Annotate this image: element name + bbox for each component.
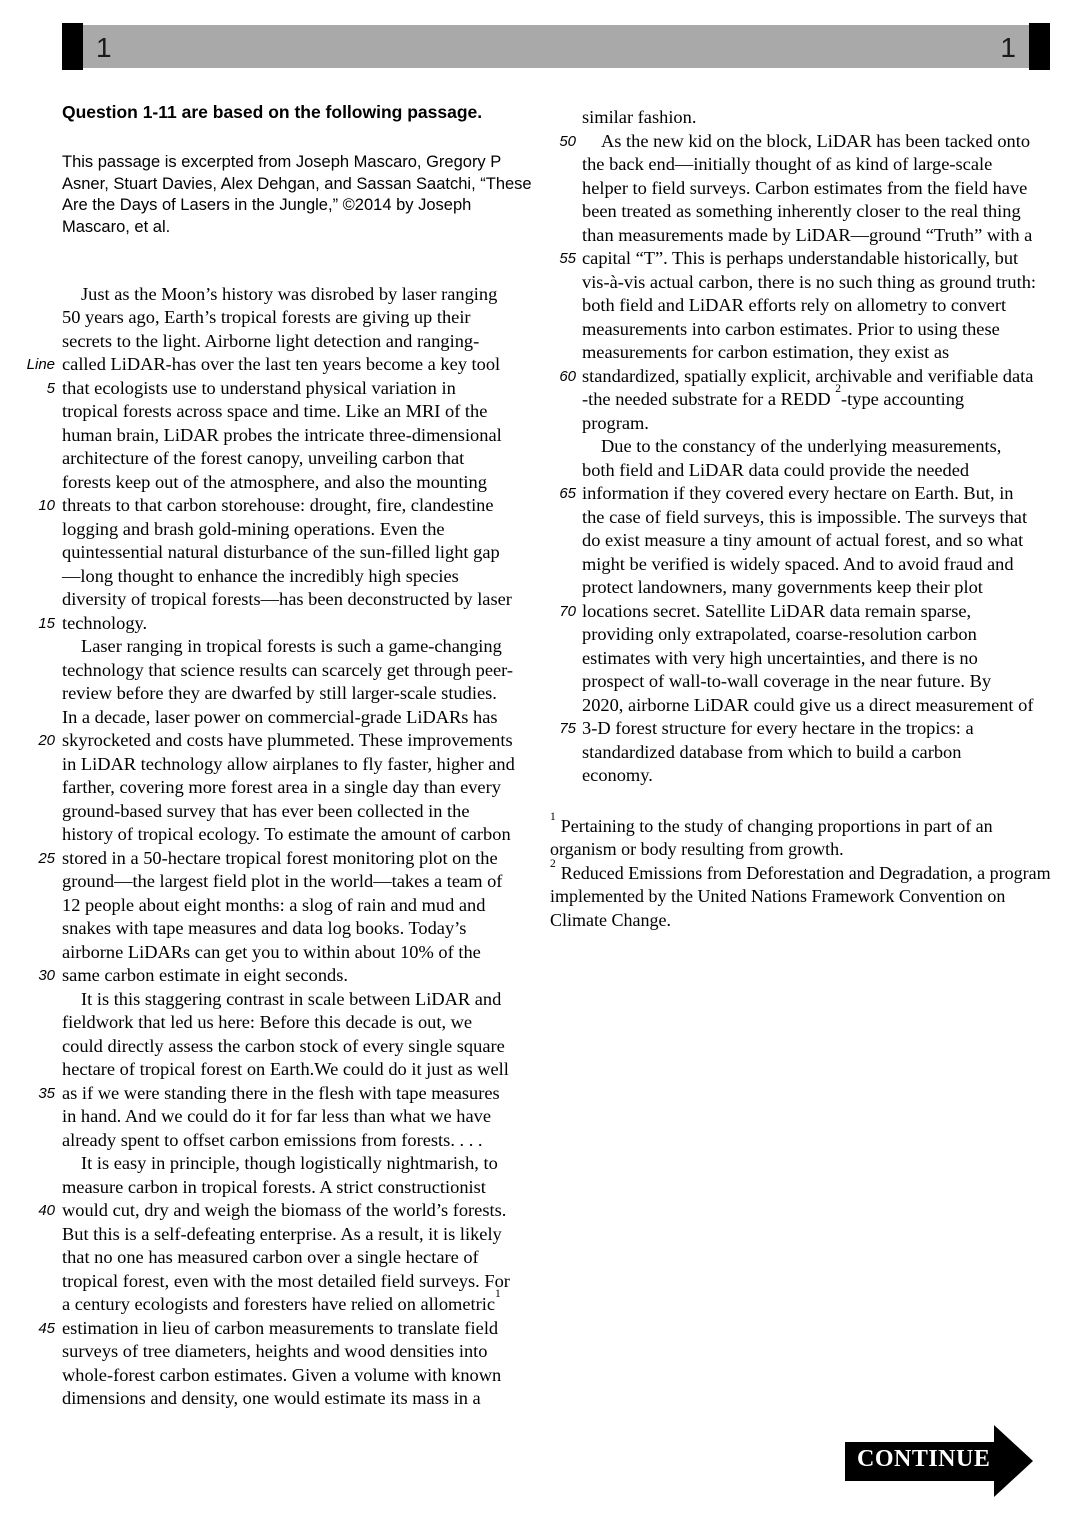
line-text: logging and brash gold-mining operations. Even the bbox=[62, 518, 445, 539]
line-text: protect landowners, many governments keep their plot bbox=[582, 577, 983, 597]
continue-arrow bbox=[845, 1425, 1033, 1497]
line-number bbox=[550, 741, 576, 765]
line-text: ground—the largest field plot in the world—takes a team of bbox=[62, 871, 503, 892]
line-text: the back end—initially thought of as kind of large-scale bbox=[582, 154, 993, 174]
line-number bbox=[24, 659, 55, 683]
passage-line bbox=[550, 106, 1080, 130]
line-number bbox=[24, 1246, 55, 1270]
passage-line bbox=[24, 823, 554, 847]
line-number: 30 bbox=[38, 967, 55, 985]
line-number bbox=[24, 870, 55, 894]
line-text: diversity of tropical forests—has been deconstructed by laser bbox=[62, 589, 512, 610]
line-text: It is easy in principle, though logistically nightmarish, to bbox=[81, 1153, 498, 1174]
line-text: called LiDAR-has over the last ten years become a key tool bbox=[62, 354, 501, 375]
passage-line bbox=[24, 635, 554, 659]
passage-line bbox=[24, 659, 554, 683]
passage-directions: Question 1-11 are based on the following passage. bbox=[62, 102, 483, 122]
line-number: 15 bbox=[38, 614, 55, 632]
line-text: technology. bbox=[62, 612, 148, 633]
passage-line bbox=[550, 224, 1080, 248]
line-number bbox=[24, 1176, 55, 1200]
passage-line bbox=[24, 1288, 554, 1317]
passage-line bbox=[24, 283, 554, 307]
passage-line bbox=[550, 294, 1080, 318]
line-number: 25 bbox=[38, 849, 55, 867]
line-text: as if we were standing there in the flesh with tape measures bbox=[62, 1082, 500, 1103]
passage-line bbox=[24, 1176, 554, 1200]
line-number bbox=[24, 1293, 55, 1317]
passage-left-lines bbox=[24, 283, 554, 1411]
line-number bbox=[24, 1035, 55, 1059]
passage-line bbox=[550, 247, 1080, 271]
line-text: both field and LiDAR data could provide the needed bbox=[582, 459, 970, 480]
line-number bbox=[24, 424, 55, 448]
passage-line bbox=[24, 1152, 554, 1176]
line-text: already spent to offset carbon emissions from forests. . . . bbox=[62, 1129, 483, 1150]
line-number bbox=[24, 706, 55, 730]
right-column bbox=[550, 95, 1080, 932]
line-number bbox=[550, 459, 576, 483]
passage-line bbox=[24, 1035, 554, 1059]
passage-line bbox=[24, 964, 554, 988]
line-number bbox=[550, 412, 576, 436]
line-number bbox=[24, 447, 55, 471]
line-text: ground-based survey that has ever been collected in the bbox=[62, 800, 470, 821]
line-text: similar fashion. bbox=[582, 107, 697, 127]
line-text: that no one has measured carbon over a single hectare of bbox=[62, 1247, 479, 1268]
line-text: than measurements made by LiDAR—ground “Truth” with a bbox=[582, 224, 1033, 245]
line-number bbox=[24, 682, 55, 706]
line-text: program. bbox=[582, 412, 649, 433]
line-number bbox=[24, 635, 55, 659]
line-text: measurements into carbon estimates. Prior to using these bbox=[582, 318, 1000, 339]
line-number bbox=[24, 471, 55, 495]
line-text: same carbon estimate in eight seconds. bbox=[62, 965, 348, 986]
passage-line bbox=[550, 341, 1080, 365]
line-text: both field and LiDAR efforts rely on allometry to convert bbox=[582, 295, 1007, 315]
line-number bbox=[24, 518, 55, 542]
line-text: secrets to the light. Airborne light detection and ranging- bbox=[62, 330, 480, 351]
line-text: Just as the Moon’s history was disrobed by laser ranging bbox=[81, 283, 498, 304]
line-text: Laser ranging in tropical forests is such a game-changing bbox=[81, 636, 502, 657]
passage-line bbox=[24, 682, 554, 706]
passage-line bbox=[24, 424, 554, 448]
line-text: could directly assess the carbon stock of every single square bbox=[62, 1035, 505, 1056]
passage-line bbox=[550, 435, 1080, 459]
line-text: capital “T”. This is perhaps understandable historically, but bbox=[582, 248, 1019, 268]
line-text: In a decade, laser power on commercial-grade LiDARs has bbox=[62, 706, 498, 727]
line-text: 3-D forest structure for every hectare in the tropics: a bbox=[582, 718, 974, 738]
line-number bbox=[24, 1011, 55, 1035]
passage-line bbox=[550, 271, 1080, 295]
line-number bbox=[24, 988, 55, 1012]
passage-line bbox=[24, 847, 554, 871]
line-number bbox=[24, 776, 55, 800]
passage-line bbox=[550, 200, 1080, 224]
line-number bbox=[24, 894, 55, 918]
passage-line bbox=[24, 1082, 554, 1106]
line-number bbox=[550, 670, 576, 694]
passage-line bbox=[24, 1223, 554, 1247]
line-text: tropical forest, even with the most detailed field surveys. For bbox=[62, 1270, 510, 1291]
passage-line bbox=[550, 506, 1080, 530]
line-number bbox=[24, 541, 55, 565]
passage-line bbox=[550, 318, 1080, 342]
line-number bbox=[24, 1152, 55, 1176]
line-number bbox=[550, 200, 576, 224]
passage-line bbox=[550, 153, 1080, 177]
line-number bbox=[24, 588, 55, 612]
line-number bbox=[24, 1105, 55, 1129]
line-number bbox=[24, 283, 55, 307]
passage-line bbox=[24, 494, 554, 518]
passage-line bbox=[550, 412, 1080, 436]
footnote: $^2$ Reduced Emissions from Deforestation and Degradation, a program implemented by the United Nations Framework Convention on Climate Change. bbox=[550, 857, 1051, 930]
line-text: human brain, LiDAR probes the intricate three-dimensional bbox=[62, 424, 502, 445]
line-text: been treated as something inherently closer to the real thing bbox=[582, 201, 1021, 221]
passage-line bbox=[24, 776, 554, 800]
line-text: forests keep out of the atmosphere, and also the mounting bbox=[62, 471, 487, 492]
line-text: airborne LiDARs can get you to within about 10% of the bbox=[62, 941, 481, 962]
passage-line bbox=[24, 1340, 554, 1364]
line-text: skyrocketed and costs have plummeted. These improvements bbox=[62, 730, 513, 751]
line-text: estimates with very high uncertainties, and there is no bbox=[582, 647, 978, 668]
line-number bbox=[24, 753, 55, 777]
line-number bbox=[550, 529, 576, 553]
line-number bbox=[24, 306, 55, 330]
line-number: 65 bbox=[559, 485, 576, 502]
line-text: It is this staggering contrast in scale between LiDAR and bbox=[81, 988, 502, 1009]
line-number bbox=[550, 576, 576, 600]
line-number bbox=[550, 694, 576, 718]
arrow-head-icon bbox=[994, 1425, 1033, 1497]
line-text: prospect of wall-to-wall coverage in the near future. By bbox=[582, 671, 992, 691]
line-text: providing only extrapolated, coarse-resolution carbon bbox=[582, 624, 977, 644]
header-right-black-block bbox=[1029, 23, 1050, 70]
passage-line bbox=[24, 870, 554, 894]
line-number: 10 bbox=[38, 497, 55, 515]
passage-line bbox=[24, 1011, 554, 1035]
footnote-marker: 2 bbox=[550, 857, 556, 870]
line-text: locations secret. Satellite LiDAR data remain sparse, bbox=[582, 600, 972, 621]
line-number bbox=[24, 400, 55, 424]
line-number: 35 bbox=[38, 1084, 55, 1102]
line-text: measure carbon in tropical forests. A strict constructionist bbox=[62, 1176, 486, 1197]
line-text: stored in a 50-hectare tropical forest monitoring plot on the bbox=[62, 847, 498, 868]
line-text: But this is a self-defeating enterprise. As a result, it is likely bbox=[62, 1223, 502, 1244]
passage-line bbox=[24, 377, 554, 401]
passage-line bbox=[24, 612, 554, 636]
line-text: might be verified is widely spaced. And to avoid fraud and bbox=[582, 553, 1014, 574]
passage-line bbox=[550, 459, 1080, 483]
passage-line bbox=[550, 529, 1080, 553]
line-text: estimation in lieu of carbon measurements to translate field bbox=[62, 1317, 499, 1338]
line-text: snakes with tape measures and data log books. Today’s bbox=[62, 918, 467, 939]
passage-attribution: This passage is excerpted from Joseph Mascaro, Gregory P Asner, Stuart Davies, Alex Dehgan, and Sassan Saatchi, “These Are the Days of Lasers in the Jungle,” ©2014 by Joseph Mascaro, et al. bbox=[62, 153, 532, 237]
passage-line bbox=[550, 130, 1080, 154]
line-number bbox=[550, 553, 576, 577]
passage-line bbox=[24, 753, 554, 777]
line-text: that ecologists use to understand physical variation in bbox=[62, 377, 456, 398]
line-text: in hand. And we could do it for far less than what we have bbox=[62, 1106, 492, 1127]
passage-line bbox=[550, 553, 1080, 577]
superscript-marker: 1 bbox=[495, 1288, 501, 1301]
line-number: 45 bbox=[38, 1319, 55, 1337]
line-text: history of tropical ecology. To estimate the amount of carbon bbox=[62, 824, 511, 845]
line-text: 12 people about eight months: a slog of rain and mud and bbox=[62, 894, 486, 915]
line-number bbox=[24, 565, 55, 589]
line-number: 40 bbox=[38, 1202, 55, 1220]
line-number bbox=[24, 800, 55, 824]
line-text: farther, covering more forest area in a single day than every bbox=[62, 777, 501, 798]
passage-line bbox=[24, 330, 554, 354]
line-text: hectare of tropical forest on Earth.We could do it just as well bbox=[62, 1059, 509, 1080]
passage-line bbox=[24, 565, 554, 589]
passage-line bbox=[24, 1105, 554, 1129]
line-number bbox=[550, 224, 576, 248]
line-text: —long thought to enhance the incredibly high species bbox=[62, 565, 459, 586]
line-text: standardized, spatially explicit, archivable and verifiable data bbox=[582, 365, 1034, 386]
passage-line bbox=[550, 177, 1080, 201]
line-text: would cut, dry and weigh the biomass of the world’s forests. bbox=[62, 1200, 507, 1221]
passage-line bbox=[550, 647, 1080, 671]
line-number bbox=[550, 388, 576, 412]
passage-line bbox=[24, 800, 554, 824]
passage-line bbox=[24, 1058, 554, 1082]
line-number bbox=[550, 647, 576, 671]
line-text: fieldwork that led us here: Before this decade is out, we bbox=[62, 1012, 473, 1033]
line-text: standardized database from which to build a carbon bbox=[582, 741, 962, 762]
line-number bbox=[550, 341, 576, 365]
passage-line bbox=[24, 400, 554, 424]
passage-line bbox=[24, 729, 554, 753]
passage-line bbox=[24, 353, 554, 377]
section-header-bar bbox=[62, 25, 1050, 68]
line-number bbox=[550, 623, 576, 647]
passage-line bbox=[24, 588, 554, 612]
line-number bbox=[24, 1058, 55, 1082]
passage-line bbox=[550, 382, 1080, 412]
section-number-left: 1 bbox=[96, 32, 112, 63]
line-text: helper to field surveys. Carbon estimates from the field have bbox=[582, 177, 1028, 198]
line-number bbox=[24, 823, 55, 847]
line-text: review before they are dwarfed by still larger-scale studies. bbox=[62, 683, 497, 704]
passage-line bbox=[550, 482, 1080, 506]
superscript-marker: 2 bbox=[835, 382, 842, 395]
line-number bbox=[550, 764, 576, 788]
passage-line bbox=[550, 623, 1080, 647]
passage-line bbox=[550, 764, 1080, 788]
passage-line bbox=[24, 541, 554, 565]
passage-line bbox=[24, 471, 554, 495]
left-column bbox=[26, 101, 554, 1411]
line-number: Line bbox=[26, 356, 55, 374]
line-number bbox=[24, 1364, 55, 1388]
line-number bbox=[550, 294, 576, 318]
continue-label: CONTINUE bbox=[845, 1442, 996, 1481]
line-number bbox=[24, 1270, 55, 1294]
line-number bbox=[550, 435, 576, 459]
footnote: $^1$ Pertaining to the study of changing proportions in part of an organism or body resulting from growth. bbox=[550, 810, 993, 859]
line-text: As the new kid on the block, LiDAR has been tacked onto bbox=[601, 130, 1031, 151]
line-number bbox=[550, 318, 576, 342]
line-text: surveys of tree diameters, heights and wood densities into bbox=[62, 1341, 488, 1362]
line-text: a century ecologists and foresters have relied on allometric$^1$ bbox=[62, 1288, 501, 1315]
line-text: technology that science results can scarcely get through peer- bbox=[62, 659, 514, 680]
line-text: tropical forests across space and time. Like an MRI of the bbox=[62, 401, 488, 422]
passage-line bbox=[24, 1364, 554, 1388]
passage-line bbox=[24, 1129, 554, 1153]
line-text: information if they covered every hectare on Earth. But, in bbox=[582, 483, 1014, 503]
passage-line bbox=[550, 576, 1080, 600]
passage-line bbox=[24, 1199, 554, 1223]
passage-line bbox=[24, 917, 554, 941]
passage-line bbox=[24, 941, 554, 965]
line-text: 50 years ago, Earth’s tropical forests are giving up their bbox=[62, 307, 471, 328]
passage-line bbox=[24, 1270, 554, 1294]
line-text: in LiDAR technology allow airplanes to fly faster, higher and bbox=[62, 753, 515, 774]
line-number bbox=[24, 917, 55, 941]
line-text: whole-forest carbon estimates. Given a volume with known bbox=[62, 1364, 502, 1385]
section-number-right: 1 bbox=[1000, 32, 1016, 63]
line-number bbox=[24, 1387, 55, 1411]
passage-line bbox=[24, 447, 554, 471]
header-left-black-block bbox=[62, 23, 83, 70]
line-number: 70 bbox=[559, 602, 576, 620]
line-number: 20 bbox=[38, 732, 55, 750]
line-number bbox=[550, 271, 576, 295]
line-text: architecture of the forest canopy, unveiling carbon that bbox=[62, 448, 465, 469]
line-text: dimensions and density, one would estimate its mass in a bbox=[62, 1388, 481, 1409]
line-number: 50 bbox=[559, 132, 576, 150]
passage-right-lines bbox=[550, 106, 1080, 788]
line-number bbox=[550, 506, 576, 530]
passage-line bbox=[24, 306, 554, 330]
line-number bbox=[550, 153, 576, 177]
footnotes bbox=[550, 810, 1052, 933]
line-text: 2020, airborne LiDAR could give us a direct measurement of bbox=[582, 694, 1034, 715]
line-number bbox=[24, 1129, 55, 1153]
line-number bbox=[24, 1223, 55, 1247]
passage-line bbox=[24, 518, 554, 542]
line-number bbox=[550, 106, 576, 130]
line-text: threats to that carbon storehouse: drought, fire, clandestine bbox=[62, 495, 494, 516]
passage-line bbox=[550, 717, 1080, 741]
passage-line bbox=[550, 600, 1080, 624]
line-text: -the needed substrate for a REDD $^2$-type accounting bbox=[582, 382, 965, 409]
line-text: do exist measure a tiny amount of actual forest, and so what bbox=[582, 530, 1024, 550]
passage-line bbox=[24, 1387, 554, 1411]
passage-line bbox=[24, 1246, 554, 1270]
line-number: 55 bbox=[559, 250, 576, 267]
line-number bbox=[24, 1340, 55, 1364]
footnote-marker: 1 bbox=[550, 810, 556, 823]
line-number: 5 bbox=[46, 379, 55, 397]
line-text: Due to the constancy of the underlying measurements, bbox=[601, 436, 1002, 456]
passage-line bbox=[550, 694, 1080, 718]
line-text: measurements for carbon estimation, they exist as bbox=[582, 342, 950, 362]
passage-line bbox=[550, 365, 1080, 389]
line-text: economy. bbox=[582, 765, 653, 785]
line-text: the case of field surveys, this is impossible. The surveys that bbox=[582, 506, 1028, 527]
line-number bbox=[550, 177, 576, 201]
passage-line bbox=[24, 1317, 554, 1341]
passage-line bbox=[24, 988, 554, 1012]
line-number: 60 bbox=[559, 367, 576, 385]
passage-line bbox=[550, 670, 1080, 694]
line-number: 75 bbox=[559, 720, 576, 737]
line-text: vis-à-vis actual carbon, there is no such thing as ground truth: bbox=[582, 271, 1037, 292]
line-number bbox=[24, 941, 55, 965]
passage-line bbox=[550, 741, 1080, 765]
line-text: quintessential natural disturbance of the sun-filled light gap bbox=[62, 542, 500, 563]
line-number bbox=[24, 330, 55, 354]
passage-line bbox=[24, 894, 554, 918]
passage-line bbox=[24, 706, 554, 730]
